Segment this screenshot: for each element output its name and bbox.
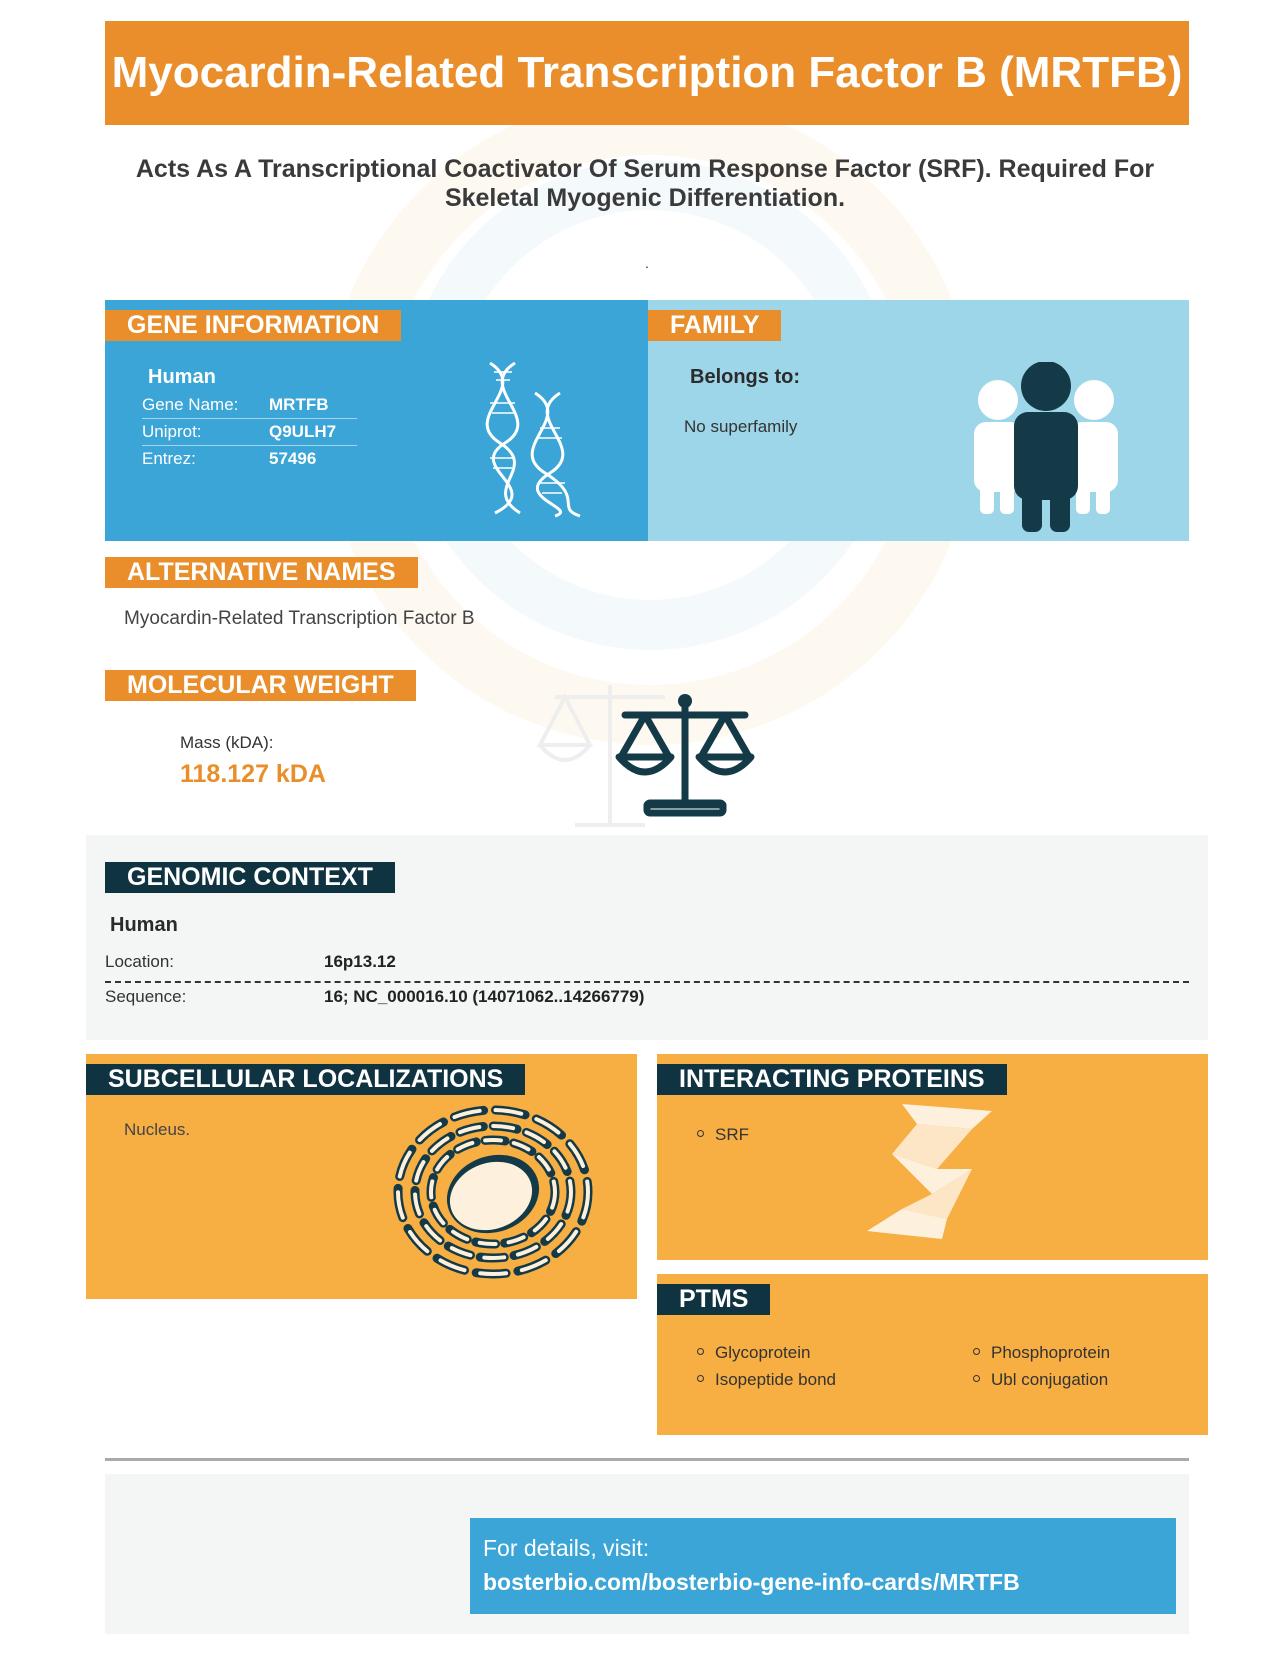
ptm-item: Ubl conjugation bbox=[973, 1370, 1108, 1390]
interacting-protein-item: SRF bbox=[697, 1125, 749, 1145]
mass-value: 118.127 kDA bbox=[180, 760, 326, 788]
location-label: Location: bbox=[105, 952, 174, 971]
ptms-heading: PTMS bbox=[657, 1284, 770, 1315]
alternative-names-value: Myocardin-Related Transcription Factor B bbox=[124, 608, 475, 629]
ptm-item: Phosphoprotein bbox=[973, 1343, 1110, 1363]
details-url-link[interactable]: bosterbio.com/bosterbio-gene-info-cards/MRTFB bbox=[483, 1569, 1020, 1595]
cell-nucleus-icon bbox=[391, 1097, 596, 1282]
ptms-panel bbox=[657, 1274, 1208, 1435]
divider bbox=[105, 981, 1189, 983]
uniprot-label: Uniprot: bbox=[142, 422, 202, 441]
separator-dot: . bbox=[645, 255, 649, 271]
gene-species: Human bbox=[148, 366, 216, 388]
family-heading: FAMILY bbox=[648, 310, 781, 341]
ptm-item: Isopeptide bond bbox=[697, 1370, 836, 1390]
subcellular-panel bbox=[86, 1054, 637, 1299]
people-group-icon bbox=[966, 362, 1126, 532]
balance-scale-icon bbox=[535, 675, 765, 835]
protein-ribbon-icon bbox=[862, 1099, 997, 1249]
genomic-context-heading: GENOMIC CONTEXT bbox=[105, 862, 395, 893]
entrez-label: Entrez: bbox=[142, 449, 196, 468]
page-title: Myocardin-Related Transcription Factor B (MRTFB) bbox=[105, 21, 1189, 125]
interacting-proteins-panel bbox=[657, 1054, 1208, 1260]
uniprot-row bbox=[142, 419, 357, 446]
genomic-species: Human bbox=[110, 914, 178, 936]
gene-name-value: MRTFB bbox=[269, 395, 329, 414]
location-value: 16p13.12 bbox=[324, 952, 396, 971]
gene-name-row bbox=[142, 392, 357, 419]
subcellular-value: Nucleus. bbox=[124, 1120, 191, 1139]
page-subtitle: Acts As A Transcriptional Coactivator Of Serum Response Factor (SRF). Required For Skeletal Myogenic Differentiation. bbox=[135, 155, 1155, 212]
interacting-proteins-heading: INTERACTING PROTEINS bbox=[657, 1064, 1007, 1095]
dna-helix-icon bbox=[460, 358, 600, 518]
entrez-value: 57496 bbox=[269, 449, 317, 468]
details-label: For details, visit: bbox=[483, 1535, 650, 1561]
ptm-item: Glycoprotein bbox=[697, 1343, 810, 1363]
details-link-box[interactable] bbox=[470, 1518, 1176, 1614]
footer-divider bbox=[105, 1458, 1189, 1461]
subcellular-heading: SUBCELLULAR LOCALIZATIONS bbox=[86, 1064, 525, 1095]
family-belongs-label: Belongs to: bbox=[690, 366, 800, 388]
alternative-names-heading: ALTERNATIVE NAMES bbox=[105, 557, 418, 588]
gene-name-label: Gene Name: bbox=[142, 395, 239, 414]
entrez-row bbox=[142, 446, 357, 472]
mass-label: Mass (kDA): bbox=[180, 733, 274, 752]
molecular-weight-heading: MOLECULAR WEIGHT bbox=[105, 670, 416, 701]
sequence-label: Sequence: bbox=[105, 987, 187, 1006]
sequence-value: 16; NC_000016.10 (14071062..14266779) bbox=[324, 987, 645, 1006]
gene-information-heading: GENE INFORMATION bbox=[105, 310, 401, 341]
family-value: No superfamily bbox=[684, 417, 798, 436]
uniprot-value: Q9ULH7 bbox=[269, 422, 337, 441]
